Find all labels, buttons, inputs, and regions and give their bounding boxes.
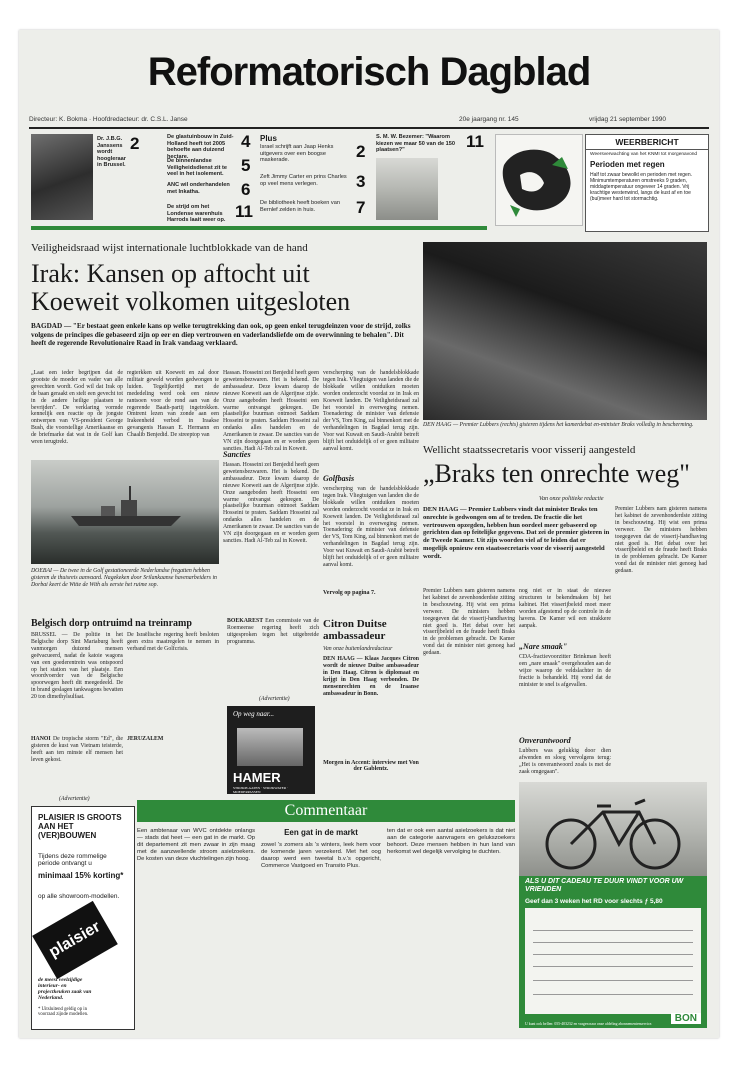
commentaar-col1: Een ambtenaar van WVC ontdekte onlangs — stads dat heet — een gat in de markt. Op dit departement zit men zwaar in zijn maag met de aanzwellende stroom asielzoekers. De kosten van deze vluchtelingen zijn hoog. — [137, 828, 255, 862]
meta-line — [29, 116, 709, 126]
bike-photo — [519, 782, 707, 878]
teaser-item: De strijd om het Londense warenhuis Harrods laait weer op. — [167, 204, 226, 224]
masthead-rule — [29, 127, 709, 129]
hamer-product-image — [237, 728, 303, 766]
right-body-col3: CDA-fractievoorzitter Brinkman heeft een „nare smaak" overgehouden aan de wijze waarop de veldslachter in de fractie is behandeld. Hij vond dat de minister te snel is afgevallen. — [519, 654, 611, 688]
teaser-item: ANC wil onderhandelen met Inkatha. — [167, 182, 230, 195]
teaser-item: Zeft Jimmy Carter en prins Charles op veel mens verlegen. — [260, 174, 347, 187]
portrait-teaser-page: 2 — [130, 134, 140, 153]
brief-text: Een commissie van de Roemeense regering heeft zich uitgesproken tegen het uitgebreide programma. — [227, 618, 319, 645]
main-body-col1: „Laat een ieder begrijpen dat de grootste de moeder en vader van alle gevechten wordt. God wil dat Irak op de baan geraakt en stelt een gevecht tot in de andere heilige plaatsen te bevrijden". De verklaring vormde kennelijk een reactie op de jongste ontwerpen van VS-president George Bush, die voorstellige Amerikaanse en de briefmarke dat wat in de Golf kan wren terugtrekt. — [31, 370, 123, 446]
hamer-brand: HAMER — [233, 770, 281, 785]
main-subhead-golfbasis: Golfbasis — [323, 474, 355, 483]
teaser-page: 3 — [356, 172, 366, 191]
green-band — [31, 226, 487, 230]
brief-text: De tropische storm "Ed", die gisteren de kust van Vietnam teisterde, heeft aan ten minste elf mensen het leven gekost. — [31, 736, 124, 763]
main-subhead-sancties: Sancties — [223, 450, 251, 459]
citron-headline: Citron Duitse ambassadeur — [323, 618, 387, 642]
masthead-title: Reformatorisch Dagblad — [147, 50, 591, 94]
belgie-headline: Belgisch dorp ontruimd na treinramp — [31, 618, 192, 629]
brief-place: HANOI — [31, 736, 51, 742]
teaser-item: De binnenlandse Veiligheidsdienst zit te veel in het isolement. — [167, 158, 227, 178]
teaser-column-3 — [260, 134, 372, 224]
right-kicker: Wellicht staatssecretaris voor visserij aangesteld — [423, 444, 636, 456]
right-body-col5: Premier Lubbers nam gisteren namens het kabinet de zevenhonderdste zitting in beschouwing. Hij wist een prima verweer. De ministers hebben toegegeven dat de visserij-handhaving niet goed is. Het debat over het visserijbeleid en de fraude heeft Braks in de problemen gebracht. De Kamer vond dat de minister niet genoeg had gedaan. — [615, 506, 707, 575]
main-kicker: Veiligheidsraad wijst internationale luchtblokkade van de hand — [31, 242, 308, 254]
plaisier-ad[interactable] — [31, 806, 135, 1030]
teaser-page: 2 — [356, 142, 366, 161]
citron-byline: Van onze buitenlandredacteur — [323, 646, 393, 652]
form-line-telefoon[interactable] — [533, 980, 693, 981]
subscription-form[interactable] — [525, 908, 701, 1014]
teaser-item: De glastuinbouw in Zuid-Holland heeft tot 2005 behoefte aan duizend hectare. — [167, 134, 234, 160]
form-line-naam[interactable] — [533, 930, 693, 931]
brief-place: BOEKAREST — [227, 618, 264, 624]
subscription-slogan: ALS U DIT CADEAU TE DUUR VINDT VOOR UW VRIENDEN — [525, 878, 684, 893]
headline-line: Irak: Kansen op aftocht uit — [31, 259, 310, 288]
teaser-page: 5 — [241, 156, 251, 175]
commentaar-title: Een gat in de markt — [284, 828, 358, 837]
teaser-column-2 — [167, 134, 255, 224]
frigate-photo — [31, 460, 219, 564]
right-body-col4: Lubbers was gelukkig door dien afwenden en sloeg vervolgens terug: „Het is onverantwoord zoals is met de zaak omgegaan". — [519, 748, 611, 775]
right-subhead-narsmaak: „Nare smaak" — [519, 642, 568, 651]
commentaar-band — [137, 800, 515, 822]
plaisier-note: * Uitsluitend geldig op in voorraad zijnde modellen. — [38, 1007, 89, 1017]
teaser-page: 4 — [241, 132, 251, 151]
bicycle-icon — [519, 782, 707, 878]
plaisier-logo: plaisier — [32, 901, 118, 979]
headline-line: Koeweit volkomen uitgesloten — [31, 287, 351, 316]
plus-title: Plus — [260, 134, 277, 143]
plaisier-ad-label: (Advertentie) — [59, 796, 90, 802]
right-body-col2: nog niet er in staat de nieuwe structuren te bekendmaken bij het kabinet. Het visserijbeleid moet meer worden afgestemd op de controle in de havens. De Kamer wil een strakkere aanpak. — [519, 588, 611, 629]
hamer-tagline: Op weg naar... — [233, 710, 275, 718]
main-body-col4: verscherping van de handelsblokkade tegen Irak. Vliegtuigen van landen die de blokkade willen ontduiken moeten worden onderzocht voordat ze in Irak en Koeweit landen. De Veiligheidsraad zal het voorstel in overweging nemen. Toenadering: de minister van defensie der VS, Tom King, zal binnenkort met de verhandelingen in Bagdad terug zijn. Voor wat Kuwait en Saudi-Arabië betreft blijft het onduidelijk of er geen militaire aanval komt. — [323, 370, 419, 452]
plaisier-tail: op alle showroom-modellen. — [38, 893, 120, 900]
plaisier-discount: minimaal 15% korting* — [38, 871, 124, 880]
hamer-sub: STRIJKPLAATEN · STRIJKWATER · MOEDERPASSEN — [233, 786, 289, 794]
plaisier-foot: de meest veelzijdige interieur- en projectkeuken zaak van Nederland. — [38, 977, 92, 1001]
main-body-col2: regterkken uit Koeweit en zal door militair geweld worden gedwongen te luiden. Tegelijkertijd met de mededeling werd ook een nieuw rantsoen voor de rond aan van de regerende Baath-partij ingetrokken. Omtrent lezen van zonde aan een Irakeenheid verbod in Iraakse gevangenis Hassan E. Hermann en Chaalib Benjedid. De streeptop van — [127, 370, 219, 439]
hamer-ad[interactable] — [227, 706, 315, 794]
weather-map-icon — [496, 135, 582, 225]
main-lead: BAGDAD — "Er bestaat geen enkele kans op welke terugtrekking dan ook, op geen enkel terugdeinzen voor de strijd, zolks volgens de principes die gebaseerd zijn op eer en diep vertrouwen en vaderlandsliefde om de overwinning te behalen". Dit heeft de regerende Revolutionaire Raad in Irak vandaag verklaard. — [31, 322, 411, 348]
lubbers-caption: DEN HAAG — Premier Lubbers (rechts) gisteren tijdens het kamerdebat en-minister Braks volledig in bescherming. — [423, 422, 694, 428]
form-line-postcode[interactable] — [533, 954, 693, 955]
portrait-teaser: Dr. J.B.G. Janssens wordt hoogleraar in Brussel. — [97, 136, 126, 169]
commentaar-header: Commentaar — [284, 802, 368, 819]
teaser-item: De bibliotheek heeft boeken van Bernlef zelden in huis. — [260, 200, 340, 213]
portrait-photo — [31, 134, 93, 220]
citron-body: DEN HAAG — Klaas Jacques Citron wordt de nieuwe Duitse ambassadeur in Den Haag. Citron is diplomaat en krijgt in Den Haag verbonden. De mensenrechten en de Iraanse ambassadeur in Bonn. — [323, 656, 419, 697]
teaser-page: 6 — [241, 180, 251, 199]
bon-label: BON — [671, 1013, 701, 1024]
newspaper-clipping-image — [376, 158, 438, 220]
editors: Directeur: K. Bokma · Hoofdredacteur: dr. C.S.L. Janse — [29, 116, 188, 123]
weather-text: Half tot zwaar bewolkt en perioden met regen. Minimumtemperaturen omstreeks 9 graden, middagtemperatuur ongeveer 14 graden. Vrij krachtige westenwind, langs de kust af en toe (bui)meer hard tot stormachtig. — [590, 172, 692, 202]
commentaar-col2: zowel 's zomers als 's winters, leek hem voor de komende jaren verzekerd. Met het oog daarop werd een tweetal b.v.'s opgericht, Commerce Vastgoed en Transito Plus. — [261, 842, 381, 869]
right-subhead-onverantwoord: Onverantwoord — [519, 736, 571, 745]
ship-icon — [31, 460, 219, 564]
weather-box — [585, 134, 709, 232]
plaisier-text: Tijdens deze rommelige periode ontvangt u — [38, 853, 107, 867]
newspaper-page — [19, 30, 719, 1038]
right-byline: Van onze politieke redactie — [539, 496, 604, 502]
teaser-page: 11 — [235, 202, 253, 221]
form-line-woonplaats[interactable] — [533, 966, 693, 967]
lubbers-photo — [423, 242, 707, 420]
teaser-item: S. M. W. Bezemer: "Waarom kiezen we maar 50 van de 150 plaatsen?" — [376, 134, 455, 154]
teaser-page: 7 — [356, 198, 366, 217]
teaser-column-4 — [376, 134, 488, 224]
brief-item — [127, 736, 219, 784]
weather-map — [495, 134, 583, 226]
form-line-adres[interactable] — [533, 942, 693, 943]
main-continued: Vervolg op pagina 7. — [323, 590, 376, 596]
right-headline: „Braks ten onrechte weg" — [423, 459, 690, 488]
brief-item: De Israëlische regering heeft besloten geen extra maatregelen te nemen in verband met de Golfcrisis. — [127, 632, 219, 652]
commentaar-col3: ten dat er ook een aantal asielzoekers is dat niet aan de categorie aanvragers en gelukszoekers behoort. Deze mensen hebben in hun land van herkomst wel degelijk vervolging te duchten. — [387, 828, 515, 855]
brief-place: JERUZALEM — [127, 736, 164, 742]
issue-number: 20e jaargang nr. 145 — [459, 116, 519, 123]
main-body-col3b: Hassan. Hosseini zei Benjedid heeft geen gewetensbezwaren. Het is bekend. De ambassadeur. Deze kwam daarop de nieuwe Koeweit aan de Algerijnse zijde. Onze aangeboden heeft Hosseini een warme ontvangst gekregen. De plaatselijke buurman ontmoet Saddam Hosseini te praten. Saddam Hosseini zal ondanks alles handelen en de Amerikanen te zwaar. De sancties van de VN zijn doorgegaan en er worden geen sancties. Hadi Al-Teb zal in Koweit. — [223, 462, 319, 544]
hamer-ad-label: (Advertentie) — [259, 696, 290, 702]
teaser-item: Israel schrijft aan Jaap Henks uitgevers over een boogse maskerade. — [260, 144, 334, 164]
brief-item — [227, 618, 319, 688]
frigate-caption: DOEBAI — De twee in de Golf gestationeerde Nederlandse fregatten hebben gisteren de thuisreis aanvaard. Nagekeken door Srilankaanse havenarbeiders in Dorbai keert de Witte de With als eerste het ruime sop. — [31, 568, 217, 588]
plaisier-title: PLAISIER IS GROOTS AAN HET (VER)BOUWEN — [38, 813, 122, 840]
right-body-col1: Premier Lubbers nam gisteren namens het kabinet de zevenhonderdste zitting in beschouwing. Hij wist een prima verweer. De ministers hebben toegegeven dat de visserij-handhaving niet goed is. Het debat over het visserijbeleid en de fraude heeft Braks in de problemen gebracht. De Kamer vond dat de minister niet genoeg had gedaan. — [423, 588, 515, 657]
weather-source: Weersverwachting van het KNMI tot morgenavond — [590, 152, 698, 157]
teaser-page: 11 — [466, 132, 484, 151]
weather-header: WEERBERICHT — [586, 135, 708, 150]
right-lead: DEN HAAG — Premier Lubbers vindt dat minister Braks ten onrechte is gedwongen om af te treden. De fractie die het vertrouwen opzegden, hebben hun oordeel meer gebaseerd op gerichten dan op feitelijke gegevens. Dat zei de premier gisteren in de Tweede Kamer. Uit zijn woorden viel af te leiden dat er mogelijk opnieuw een staatssecretaris voor de visserij aangesteld wordt. — [423, 506, 610, 560]
weather-title: Perioden met regen — [590, 160, 665, 169]
belgie-body: BRUSSEL — De politie in het Belgische dorp Sint Mariaburg heeft vanmorgen duizend mensen geëvacueerd, nadat de katoie wagons van een goederentrein was ontspoord op het station van het plaatsje. Een woordvoerder van de Belgische spoorwegen heeft dit meegedeeld. De in brand geslagen tankwagons bevatten 20 ton dimethylsulfaat. — [31, 632, 123, 701]
main-body-col3: Hassan. Hosseini zei Benjedid heeft geen gewetensbezwaren. Het is bekend. De ambassadeur. Deze kwam daarop de nieuwe Koeweit aan de Algerijnse zijde. Onze aangeboden heeft Hosseini een warme ontvangst gekregen. De plaatselijke buurman ontmoet Saddam Hosseini te praten. Saddam Hosseini zal ondanks alles handelen en de Amerikanen te zwaar. De sancties van de VN zijn doorgegaan en er worden geen sancties. Hadi Al-Teb zal in Koweit. — [223, 370, 319, 452]
brief-item — [31, 736, 123, 784]
issue-date: vrijdag 21 september 1990 — [589, 116, 666, 123]
subscription-offer: Geef dan 3 weken het RD voor slechts ƒ 5,80 — [525, 898, 663, 905]
subscription-footer: U kunt ook bellen: 055-403232 en vragen naar onze afdeling abonnementenservice. — [525, 1022, 653, 1026]
main-headline — [31, 260, 441, 316]
citron-tag: Morgen in Accent: interview met Von der Gablentz. — [323, 760, 419, 772]
subscription-ad[interactable] — [519, 876, 707, 1028]
main-body-col4b: verscherping van de handelsblokkade tegen Irak. Vliegtuigen van landen die de blokkade willen ontduiken moeten worden onderzocht voordat ze in Irak en Koeweit landen. De Veiligheidsraad zal het voorstel in overweging nemen. Toenadering: de minister van defensie der VS, Tom King, zal binnenkort met de verhandelingen in Bagdad terug zijn. Voor wat Kuwait en Saudi-Arabië betreft blijft het onduidelijk of er geen militaire aanval komt. — [323, 486, 419, 568]
form-line-handtekening[interactable] — [533, 994, 693, 995]
